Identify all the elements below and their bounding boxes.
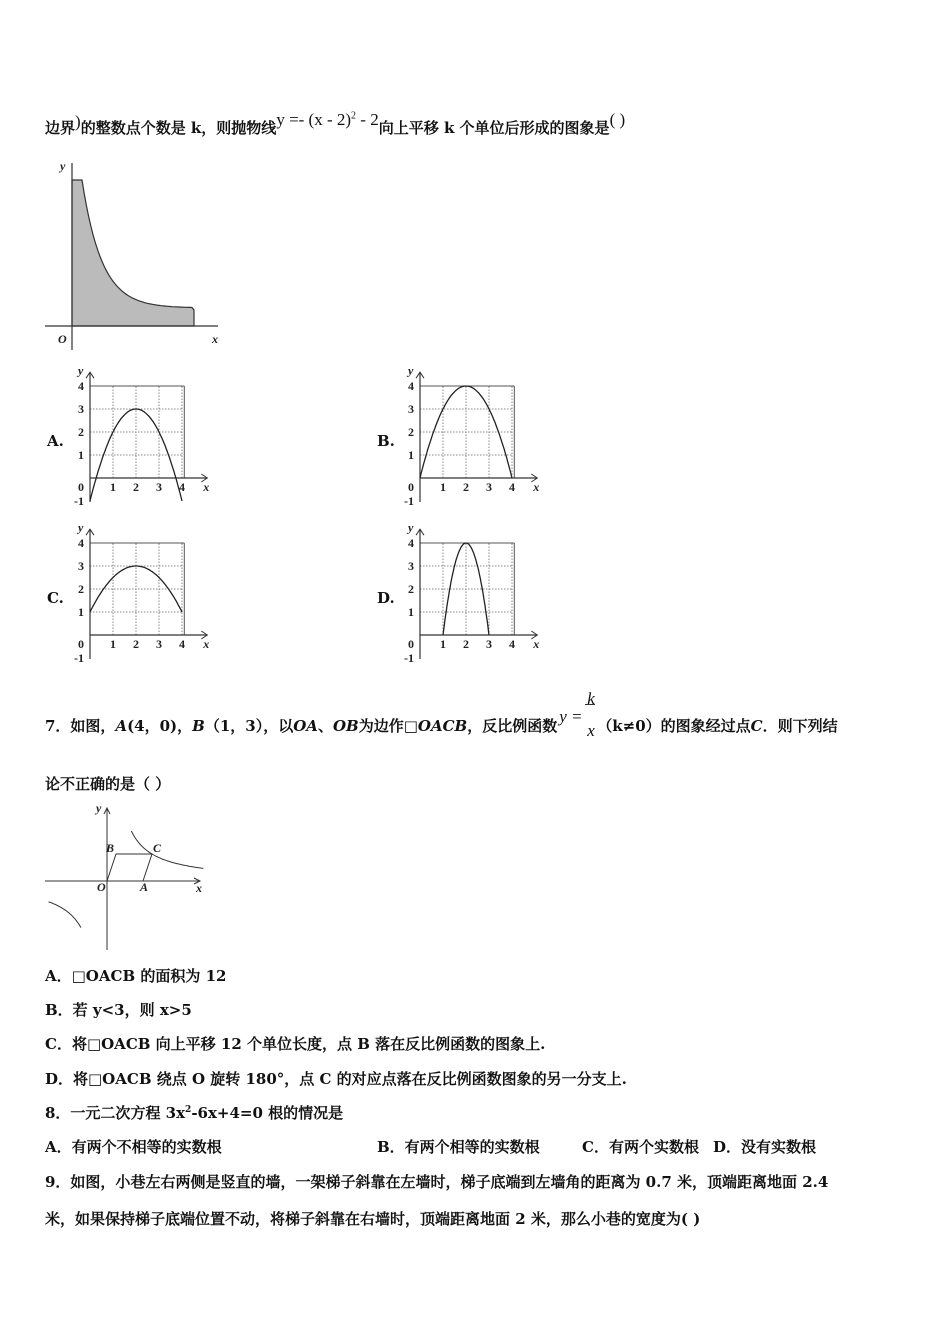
x-tick-label: 3 [156, 637, 162, 651]
y-label: y [78, 520, 84, 535]
formula-tail: - 2 [356, 110, 379, 129]
y-tick-label: 4 [78, 379, 84, 393]
text: 为边作□ [358, 717, 418, 735]
y-tick-label: 2 [408, 582, 414, 596]
x-tick-label: 0 [78, 637, 84, 651]
point-c-label: C [153, 841, 162, 855]
y-tick-label: 1 [78, 605, 84, 619]
y-tick-label: 2 [78, 582, 84, 596]
shaded-region [72, 180, 194, 326]
y-tick-label: 2 [408, 425, 414, 439]
graph-option-d[interactable] [402, 522, 542, 667]
point-a: A [115, 717, 128, 735]
q8-option-d[interactable]: D．没有实数根 [713, 1138, 817, 1156]
x-tick-label: 3 [486, 480, 492, 494]
exp: 2 [351, 110, 357, 122]
text: ．则下列结 [762, 717, 838, 735]
x-tick-label: 0 [78, 480, 84, 494]
x-tick-label: 1 [440, 637, 446, 651]
q8-option-a[interactable]: A．有两个不相等的实数根 [45, 1138, 222, 1156]
y-tick-label: -1 [404, 651, 414, 665]
y-tick-label: 3 [78, 559, 84, 573]
x-tick-label: 3 [156, 480, 162, 494]
y-label: y [60, 159, 66, 173]
y-tick-label: 4 [78, 536, 84, 550]
func-y: y = [559, 707, 583, 726]
exp: 2 [185, 1105, 192, 1115]
q8-stem [45, 1102, 343, 1123]
parabola-formula [276, 110, 378, 129]
text: OB [332, 717, 359, 735]
hyperbola-branch-2 [49, 902, 81, 928]
text: -6x+4=0 根的情况是 [191, 1104, 344, 1122]
q7-option-a[interactable]: A．□OACB 的面积为 12 [45, 967, 227, 985]
inverse-function [557, 689, 597, 740]
text: 边界 [45, 119, 76, 137]
y-label: y [78, 363, 84, 378]
q6-stem-tail [45, 112, 625, 138]
x-tick-label: 4 [509, 480, 515, 494]
graph-option-c[interactable] [72, 522, 212, 667]
parallelogram-oacb [107, 854, 152, 881]
x-tick-label: 0 [408, 637, 414, 651]
text: 8．一元二次方程 3x [45, 1104, 186, 1122]
graph-option-label[interactable]: C. [47, 589, 64, 607]
y-tick-label: -1 [74, 651, 84, 665]
text: ，反比例函数 [467, 717, 558, 735]
func-x: x [587, 721, 595, 740]
x-label: x [203, 480, 210, 494]
origin-label: O [58, 332, 67, 346]
graph-option-label[interactable]: D. [377, 589, 395, 607]
text: 、 [317, 717, 333, 735]
q9-stem-line2: 米，如果保持梯子底端位置不动，将梯子斜靠在右墙时，顶端距离地面 2 米，那么小巷的宽度为( ) [45, 1210, 701, 1228]
x-tick-label: 4 [179, 480, 185, 494]
x-tick-label: 1 [110, 637, 116, 651]
point-b: B [192, 717, 205, 735]
y-label: y [96, 801, 102, 815]
y-tick-label: 1 [408, 605, 414, 619]
text: OA [293, 717, 318, 735]
text: (4，0)， [127, 717, 193, 735]
x-label: x [196, 881, 202, 895]
q7-stem-line2: 论不正确的是（ ） [45, 775, 171, 793]
text: （1，3），以 [204, 717, 294, 735]
x-tick-label: 2 [463, 480, 469, 494]
text: 7．如图， [45, 717, 116, 735]
q7-option-b[interactable]: B．若 y<3，则 x>5 [45, 1001, 192, 1019]
text: 的整数点个数是 k，则抛物线 [80, 119, 277, 137]
y-tick-label: -1 [74, 494, 84, 508]
x-tick-label: 2 [463, 637, 469, 651]
y-tick-label: -1 [404, 494, 414, 508]
x-label: x [533, 480, 540, 494]
x-tick-label: 2 [133, 637, 139, 651]
graph-option-label[interactable]: B. [377, 432, 395, 450]
text: （k≠0）的图象经过点 [597, 717, 751, 735]
answer-blank: ( ) [609, 110, 626, 129]
text: C [750, 717, 763, 735]
y-tick-label: 1 [408, 448, 414, 462]
q7-stem [45, 689, 838, 740]
x-tick-label: 1 [440, 480, 446, 494]
y-tick-label: 2 [78, 425, 84, 439]
x-label: x [203, 637, 210, 651]
y-tick-label: 3 [78, 402, 84, 416]
q8-option-c[interactable]: C．有两个实数根 [582, 1138, 699, 1156]
y-tick-label: 4 [408, 379, 414, 393]
x-tick-label: 0 [408, 480, 414, 494]
q7-option-d[interactable]: D．将□OACB 绕点 O 旋转 180°，点 C 的对应点落在反比例函数图象的另一分支上. [45, 1070, 627, 1088]
x-label: x [212, 332, 218, 346]
shaded-region-figure [40, 155, 240, 355]
q9-stem: 9．如图，小巷左右两侧是竖直的墙，一架梯子斜靠在左墙时，梯子底端到左墙角的距离为 0.7 米，顶端距离地面 2.4 [45, 1173, 829, 1191]
x-tick-label: 3 [486, 637, 492, 651]
q7-option-c[interactable]: C．将□OACB 向上平移 12 个单位长度，点 B 落在反比例函数的图象上. [45, 1035, 546, 1053]
text: 向上平移 k 个单位后形成的图象是 [378, 119, 610, 137]
graph-option-a[interactable] [72, 365, 212, 510]
y-tick-label: 1 [78, 448, 84, 462]
y-label: y [408, 520, 414, 535]
text: OACB [417, 717, 468, 735]
x-tick-label: 2 [133, 480, 139, 494]
x-tick-label: 1 [110, 480, 116, 494]
fraction-bar [585, 704, 595, 705]
point-b-label: B [106, 841, 115, 855]
q8-option-b[interactable]: B．有两个相等的实数根 [377, 1138, 540, 1156]
x-tick-label: 4 [179, 637, 185, 651]
y-tick-label: 4 [408, 536, 414, 550]
y-tick-label: 3 [408, 402, 414, 416]
x-label: x [533, 637, 540, 651]
y-label: y [408, 363, 414, 378]
func-k: k [587, 689, 595, 708]
origin-label: O [97, 880, 106, 894]
point-a-label: A [140, 880, 149, 894]
graph-option-b[interactable] [402, 365, 542, 510]
y-tick-label: 3 [408, 559, 414, 573]
formula: y =- (x - 2) [276, 110, 352, 129]
x-tick-label: 4 [509, 637, 515, 651]
parallelogram-figure [40, 800, 210, 955]
graph-option-label[interactable]: A. [47, 432, 64, 450]
paren: ) [75, 112, 81, 131]
hyperbola-branch-1 [131, 831, 203, 868]
